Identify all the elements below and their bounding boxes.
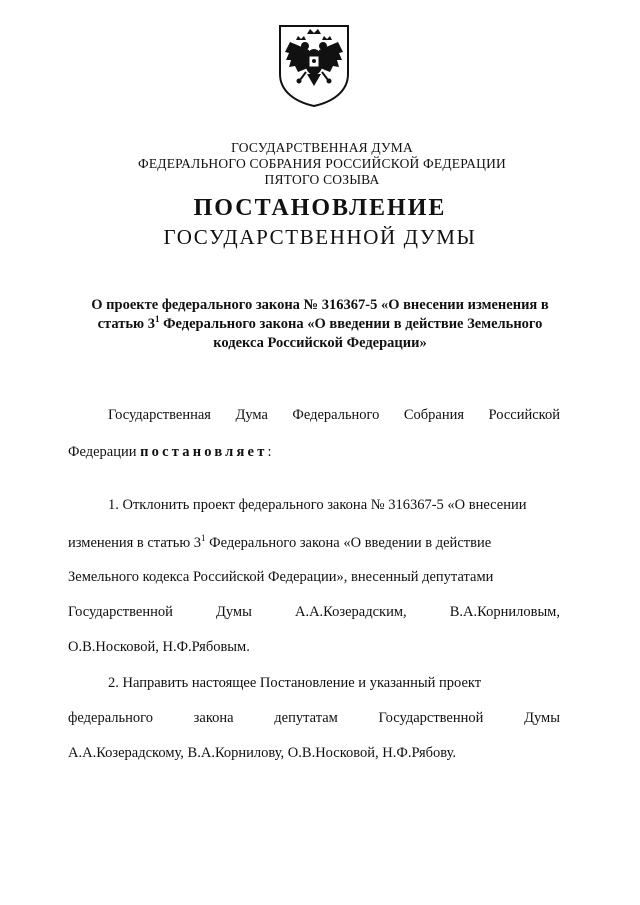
item-2-word: Государственной bbox=[378, 710, 484, 726]
resolves-word: постановляет bbox=[140, 444, 268, 460]
preamble-word: Государственная bbox=[108, 407, 211, 423]
issuer-name: ГОСУДАРСТВЕННАЯ ДУМА bbox=[231, 140, 413, 155]
item-1-word: Думы bbox=[215, 604, 252, 620]
preamble-line-2 bbox=[68, 443, 560, 461]
item-2-word: депутатам bbox=[274, 710, 338, 726]
item-1-line-3: Земельного кодекса Российской Федерации», внесенный депутатами bbox=[68, 569, 494, 585]
preamble-word: Федерального bbox=[292, 407, 380, 423]
preamble-line-1 bbox=[108, 406, 560, 424]
item-2-line-1: 2. Направить настоящее Постановление и указанный проект bbox=[108, 675, 482, 691]
preamble-word: Дума bbox=[235, 407, 268, 423]
item-1-word: А.А.Козерадским, bbox=[294, 604, 407, 620]
convocation: ПЯТОГО СОЗЫВА bbox=[264, 172, 380, 187]
item-2-word: закона bbox=[193, 710, 234, 726]
item-2-line-2 bbox=[68, 709, 560, 727]
item-1-word: Государственной bbox=[68, 604, 173, 620]
document-type-subtitle: ГОСУДАРСТВЕННОЙ ДУМЫ bbox=[163, 225, 477, 249]
coat-of-arms-icon bbox=[276, 22, 352, 108]
issuer-parent: ФЕДЕРАЛЬНОГО СОБРАНИЯ РОССИЙСКОЙ ФЕДЕРАЦИИ bbox=[138, 156, 506, 171]
preamble-word: Российской bbox=[488, 407, 560, 423]
subject-line-3: кодекса Российской Федерации» bbox=[213, 335, 427, 351]
item-1-word: В.А.Корниловым, bbox=[449, 604, 560, 620]
superscript: 1 bbox=[154, 314, 160, 325]
item-2-word: федерального bbox=[68, 710, 153, 726]
item-1-line-4 bbox=[68, 603, 560, 621]
item-2-line-3: А.А.Козерадскому, В.А.Корнилову, О.В.Носковой, Н.Ф.Рябову. bbox=[68, 745, 457, 761]
item-2-word: Думы bbox=[524, 710, 560, 726]
item-1-line-5: О.В.Носковой, Н.Ф.Рябовым. bbox=[68, 639, 250, 655]
subject-line-2 bbox=[60, 315, 580, 334]
subject-line-1: О проекте федерального закона № 316367-5 «О внесении изменения в bbox=[91, 297, 549, 313]
subject-line-2-pre: статью 3 bbox=[97, 316, 155, 332]
item-1-text: Федерального закона «О введении в действие bbox=[205, 535, 492, 551]
document-subject bbox=[60, 296, 580, 353]
item-1-line-1: 1. Отклонить проект федерального закона № 316367-5 «О внесении bbox=[108, 497, 527, 513]
item-1-line-2 bbox=[68, 534, 560, 552]
preamble-word: Собрания bbox=[403, 407, 465, 423]
document-type-title: ПОСТАНОВЛЕНИЕ bbox=[193, 195, 447, 221]
preamble-colon: : bbox=[267, 444, 272, 460]
item-1-text: изменения в статью 3 bbox=[68, 535, 202, 551]
superscript: 1 bbox=[201, 533, 206, 544]
subject-line-2-post: Федерального закона «О введении в действие Земельного bbox=[159, 316, 543, 332]
preamble-text: Федерации bbox=[68, 444, 141, 460]
